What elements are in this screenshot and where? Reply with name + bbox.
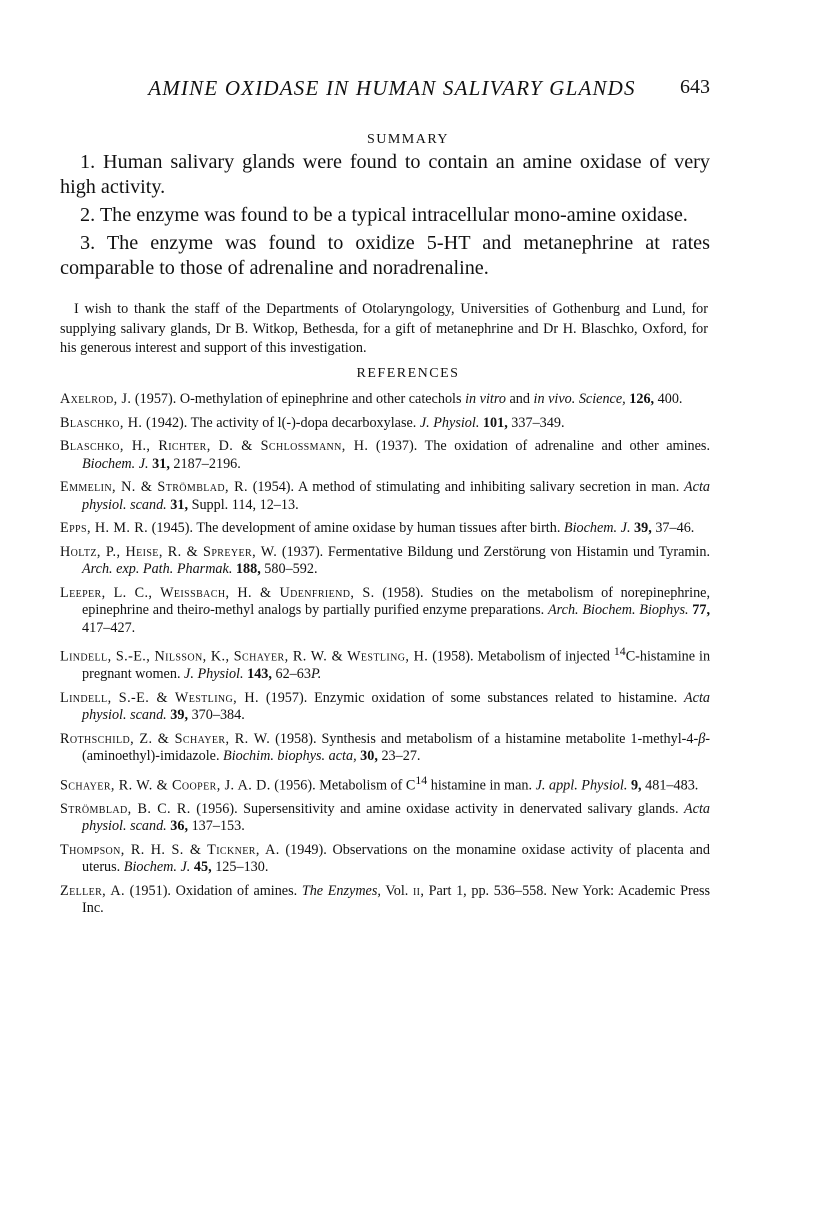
reference-pages: 417–427. <box>82 619 136 636</box>
reference-year: (1958). <box>275 730 317 747</box>
reference-item <box>60 520 710 538</box>
reference-title-italic: in vitro <box>465 391 506 407</box>
reference-title: Enzymic oxidation of some substances related to histamine. <box>314 689 678 706</box>
reference-title-italic: o <box>202 602 211 618</box>
summary-item: 3. The enzyme was found to oxidize 5-HT and metanephrine at rates comparable to those of adrenaline and noradrenaline. <box>60 232 710 279</box>
reference-title-italic: in vivo. <box>533 391 576 407</box>
reference-authors: Lindell, S.-E. & Westling, H. <box>60 689 259 706</box>
reference-item <box>60 643 710 684</box>
reference-journal: Acta physiol. scand. <box>82 800 711 835</box>
reference-item <box>60 415 710 433</box>
reference-year: (1942). <box>145 414 188 431</box>
reference-title-part: and <box>509 391 530 407</box>
reference-year: (1956). <box>274 777 316 794</box>
reference-volume: 9, <box>630 777 642 794</box>
reference-volume: 143, <box>247 666 272 683</box>
reference-year: (1937). <box>281 543 324 560</box>
running-title: AMINE OXIDASE IN HUMAN SALIVARY GLANDS <box>148 76 636 100</box>
reference-pages: 2187–2196. <box>173 455 241 472</box>
reference-volume: 77, <box>692 602 711 618</box>
reference-journal: Biochem. J. <box>82 455 149 472</box>
reference-pages: , Part 1, pp. 536–558. New York: Academic Press Inc. <box>82 882 711 917</box>
reference-volume: 30, <box>360 748 378 765</box>
reference-journal: Biochem. J. <box>563 520 631 536</box>
reference-item <box>60 842 710 877</box>
reference-year: (1949). <box>285 841 327 858</box>
reference-year: (1958). <box>382 584 424 601</box>
reference-title: Oxidation of amines. <box>175 882 298 899</box>
reference-volume: 39, <box>634 520 652 536</box>
reference-authors: Blaschko, H. <box>60 414 143 431</box>
reference-item <box>60 585 710 638</box>
reference-title: Observations on the monamine oxidase activity of placenta and uterus. <box>82 841 710 876</box>
reference-title-part: -methyl analogs by partially purified enzyme preparations. <box>210 602 545 618</box>
reference-pages: 481–483. <box>645 777 699 794</box>
reference-title: O-methylation of epinephrine and other catechols <box>179 391 462 407</box>
reference-volume: 36, <box>170 818 189 835</box>
reference-authors: Schayer, R. W. & Cooper, J. A. D. <box>60 777 271 794</box>
reference-volume: 101, <box>482 414 508 431</box>
reference-journal: Biochim. biophys. acta, <box>223 748 357 765</box>
reference-authors: Emmelin, N. & Strömblad, R. <box>60 479 248 495</box>
reference-authors: Blaschko, H., Richter, D. & Schlossmann, H. <box>60 438 369 454</box>
reference-journal: Acta physiol. scand. <box>82 689 711 724</box>
reference-pages: 370–384. <box>191 707 245 724</box>
reference-pages-suffix: P. <box>310 666 322 683</box>
reference-title: Fermentative Bildung und Zerstörung von Histamin und Tyramin. <box>327 543 711 560</box>
reference-title: A method of stimulating and inhibiting salivary secretion in man. <box>298 479 680 495</box>
reference-title-part: -(aminoethyl)-imidazole. <box>82 730 711 765</box>
reference-volume: 188, <box>235 561 261 577</box>
reference-pages: 580–592. <box>264 561 318 577</box>
reference-pages: 23–27. <box>381 748 421 765</box>
reference-journal: Arch. exp. Path. Pharmak. <box>82 561 233 577</box>
reference-title-italic: β <box>698 730 706 747</box>
reference-journal: Acta physiol. scand. <box>82 479 710 513</box>
reference-volume: 39, <box>170 707 189 724</box>
reference-title: Synthesis and metabolism of a histamine metabolite 1-methyl-4- <box>321 730 699 747</box>
reference-authors: Lindell, S.-E., Nilsson, K., Schayer, R. W. & Westling, H. <box>60 648 429 665</box>
reference-pages: 400. <box>657 391 683 407</box>
reference-authors: Holtz, P., Heise, R. & Spreyer, W. <box>60 543 278 560</box>
reference-item <box>60 883 710 918</box>
reference-authors: Thompson, R. H. S. & Tickner, A. <box>60 841 280 858</box>
reference-title: Studies on the metabolism of norepinephrine, epinephrine and their <box>82 584 711 618</box>
reference-volume-roman: ii <box>412 882 421 899</box>
reference-journal: Biochem. J. <box>123 859 191 876</box>
reference-title-part: histamine in man. <box>430 777 533 794</box>
reference-year: (1956). <box>196 800 238 817</box>
summary-item: 2. The enzyme was found to be a typical intracellular mono-amine oxidase. <box>80 204 688 226</box>
page-number: 643 <box>680 76 710 98</box>
reference-volume: 31, <box>170 496 189 513</box>
reference-authors: Leeper, L. C., Weissbach, H. & Udenfriend, S. <box>60 584 375 601</box>
running-head <box>60 76 710 101</box>
reference-journal: The Enzymes, <box>301 882 381 899</box>
reference-volume: 126, <box>629 391 655 407</box>
reference-item <box>60 801 710 836</box>
reference-item <box>60 731 710 766</box>
reference-item <box>60 391 710 409</box>
reference-volume: 31, <box>152 455 170 472</box>
reference-year: (1937). <box>375 438 418 454</box>
reference-title: The activity of l(-)-dopa decarboxylase. <box>190 414 417 431</box>
isotope-superscript: 14 <box>613 644 626 658</box>
reference-authors: Rothschild, Z. & Schayer, R. W. <box>60 730 271 747</box>
reference-pages: 137–153. <box>191 818 245 835</box>
reference-list <box>60 391 710 924</box>
reference-volume: Vol. <box>385 882 413 899</box>
reference-journal: Science, <box>578 391 626 407</box>
reference-year: (1951). <box>129 882 171 899</box>
reference-item <box>60 690 710 725</box>
reference-authors: Axelrod, J. <box>60 391 132 407</box>
reference-title: Metabolism of injected <box>477 648 610 665</box>
reference-title: The oxidation of adrenaline and other amines. <box>424 438 710 454</box>
reference-year: (1958). <box>432 648 474 665</box>
references-heading: REFERENCES <box>356 366 460 381</box>
reference-pages: 337–349. <box>511 414 565 431</box>
summary-heading: SUMMARY <box>366 132 450 147</box>
reference-item <box>60 772 710 795</box>
reference-journal: J. appl. Physiol. <box>535 777 628 794</box>
reference-volume: 45, <box>193 859 212 876</box>
reference-pages: 37–46. <box>655 520 695 536</box>
reference-pages: 62–63 <box>275 666 311 683</box>
reference-year: (1945). <box>151 520 194 536</box>
reference-title: Metabolism of C <box>319 777 416 794</box>
reference-item <box>60 438 710 473</box>
reference-pages: 125–130. <box>215 859 269 876</box>
reference-journal: J. Physiol. <box>419 414 480 431</box>
reference-item <box>60 479 710 514</box>
acknowledgement: I wish to thank the staff of the Departments of Otolaryngology, Universities of Gothenburg and Lund, for supplying salivary glands, Dr B. Witkop, Bethesda, for a gift of metanephrine and Dr H. Blaschko, Oxford, for his generous interest and support of this investigation. <box>60 301 708 357</box>
reference-item <box>60 544 710 579</box>
reference-authors: Zeller, A. <box>60 882 125 899</box>
reference-authors: Epps, H. M. R. <box>60 520 149 536</box>
reference-journal: J. Physiol. <box>184 666 244 683</box>
reference-title: The development of amine oxidase by human tissues after birth. <box>196 520 561 536</box>
reference-year: (1957). <box>265 689 308 706</box>
reference-pages: Suppl. 114, 12–13. <box>191 496 299 513</box>
reference-journal: Arch. Biochem. Biophys. <box>547 602 689 618</box>
reference-year: (1954). <box>252 479 295 495</box>
reference-title: Supersensitivity and amine oxidase activity in denervated salivary glands. <box>243 800 679 817</box>
reference-authors: Strömblad, B. C. R. <box>60 800 191 817</box>
isotope-superscript: 14 <box>415 772 428 787</box>
reference-year: (1957). <box>134 391 177 407</box>
summary-item: 1. Human salivary glands were found to contain an amine oxidase of very high activity. <box>60 151 710 198</box>
reference-title-part: C-histamine in pregnant women. <box>82 648 711 683</box>
summary-list <box>60 150 710 281</box>
